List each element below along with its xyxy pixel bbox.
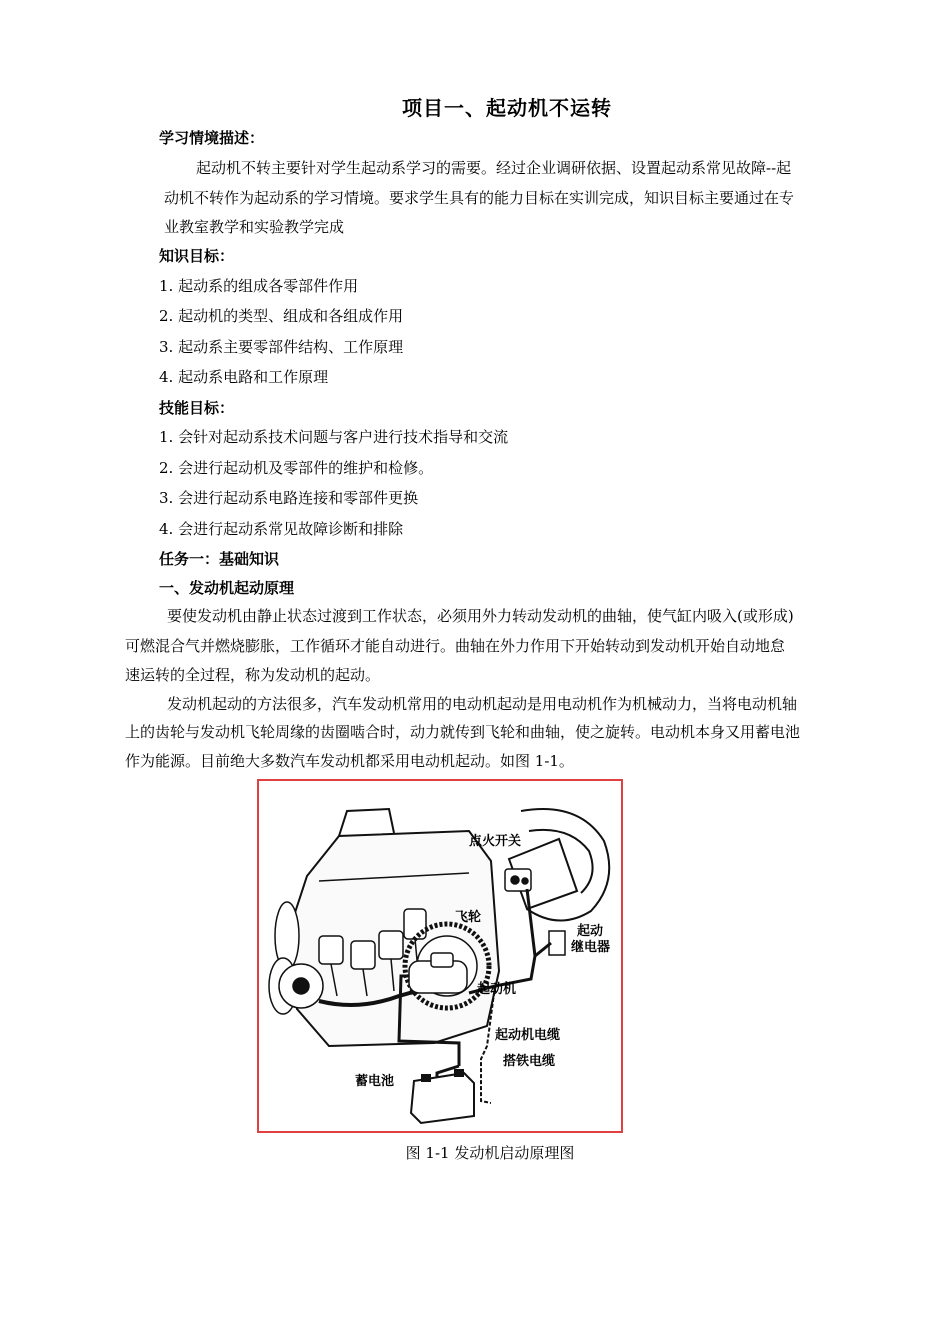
relay-shape (549, 931, 565, 955)
situation-line: 业教室教学和实验教学完成 (164, 218, 345, 236)
knowledge-heading: 知识目标： (159, 247, 235, 265)
skills-item: 1. 会针对起动系技术问题与客户进行技术指导和交流 (159, 428, 509, 446)
steering-wheel-shape (509, 809, 609, 921)
knowledge-item: 2. 起动机的类型、组成和各组成作用 (159, 307, 404, 325)
page-title: 项目一、起动机不运转 (402, 96, 612, 120)
para2-line: 作为能源。目前绝大多数汽车发动机都采用电动机起动。如图 1-1。 (125, 752, 574, 770)
battery-shape (411, 1070, 474, 1123)
label-flywheel: 飞轮 (455, 910, 482, 925)
para1-line: 速运转的全过程，称为发动机的起动。 (125, 666, 381, 684)
figure-engine-starting-diagram (257, 779, 623, 1133)
label-ground-cable: 搭铁电缆 (503, 1054, 556, 1069)
label-starter: 起动机 (477, 982, 517, 997)
situation-heading: 学习情境描述： (159, 129, 265, 147)
task-heading: 任务一：基础知识 (159, 550, 280, 568)
label-ignition-switch: 点火开关 (469, 834, 522, 849)
situation-line: 动机不转作为起动系的学习情境。要求学生具有的能力目标在实训完成，知识目标主要通过在专 (164, 189, 795, 207)
figure-caption: 图 1-1 发动机启动原理图 (405, 1144, 575, 1162)
label-relay-line2: 继电器 (571, 940, 611, 955)
engine-diagram-illustration (259, 781, 621, 1131)
oil-cap-shape (339, 809, 394, 836)
label-starter-cable: 起动机电缆 (495, 1028, 561, 1043)
skills-item: 3. 会进行起动系电路连接和零部件更换 (159, 489, 419, 507)
ignition-switch-shape (505, 869, 531, 891)
skills-item: 2. 会进行起动机及零部件的维护和检修。 (159, 459, 434, 477)
para2-line: 上的齿轮与发动机飞轮周缘的齿圈啮合时，动力就传到飞轮和曲轴，使之旋转。电动机本身又用蓄电池 (125, 723, 801, 741)
knowledge-item: 3. 起动系主要零部件结构、工作原理 (159, 338, 404, 356)
situation-line: 起动机不转主要针对学生起动系学习的需要。经过企业调研依据、设置起动系常见故障--起 (196, 159, 792, 177)
knowledge-item: 1. 起动系的组成各零部件作用 (159, 277, 359, 295)
skills-heading: 技能目标： (159, 399, 235, 417)
knowledge-item: 4. 起动系电路和工作原理 (159, 368, 329, 386)
para1-line: 要使发动机由静止状态过渡到工作状态，必须用外力转动发动机的曲轴，使气缸内吸入(或形成) (167, 607, 794, 625)
label-battery: 蓄电池 (355, 1074, 395, 1089)
label-relay-line1: 起动 (577, 924, 604, 939)
para2-line: 发动机起动的方法很多，汽车发动机常用的电动机起动是用电动机作为机械动力，当将电动机轴 (167, 695, 798, 713)
section-heading: 一、发动机起动原理 (159, 579, 295, 597)
para1-line: 可燃混合气并燃烧膨胀，工作循环才能自动进行。曲轴在外力作用下开始转动到发动机开始自动地怠 (125, 637, 786, 655)
skills-item: 4. 会进行起动系常见故障诊断和排除 (159, 520, 404, 538)
